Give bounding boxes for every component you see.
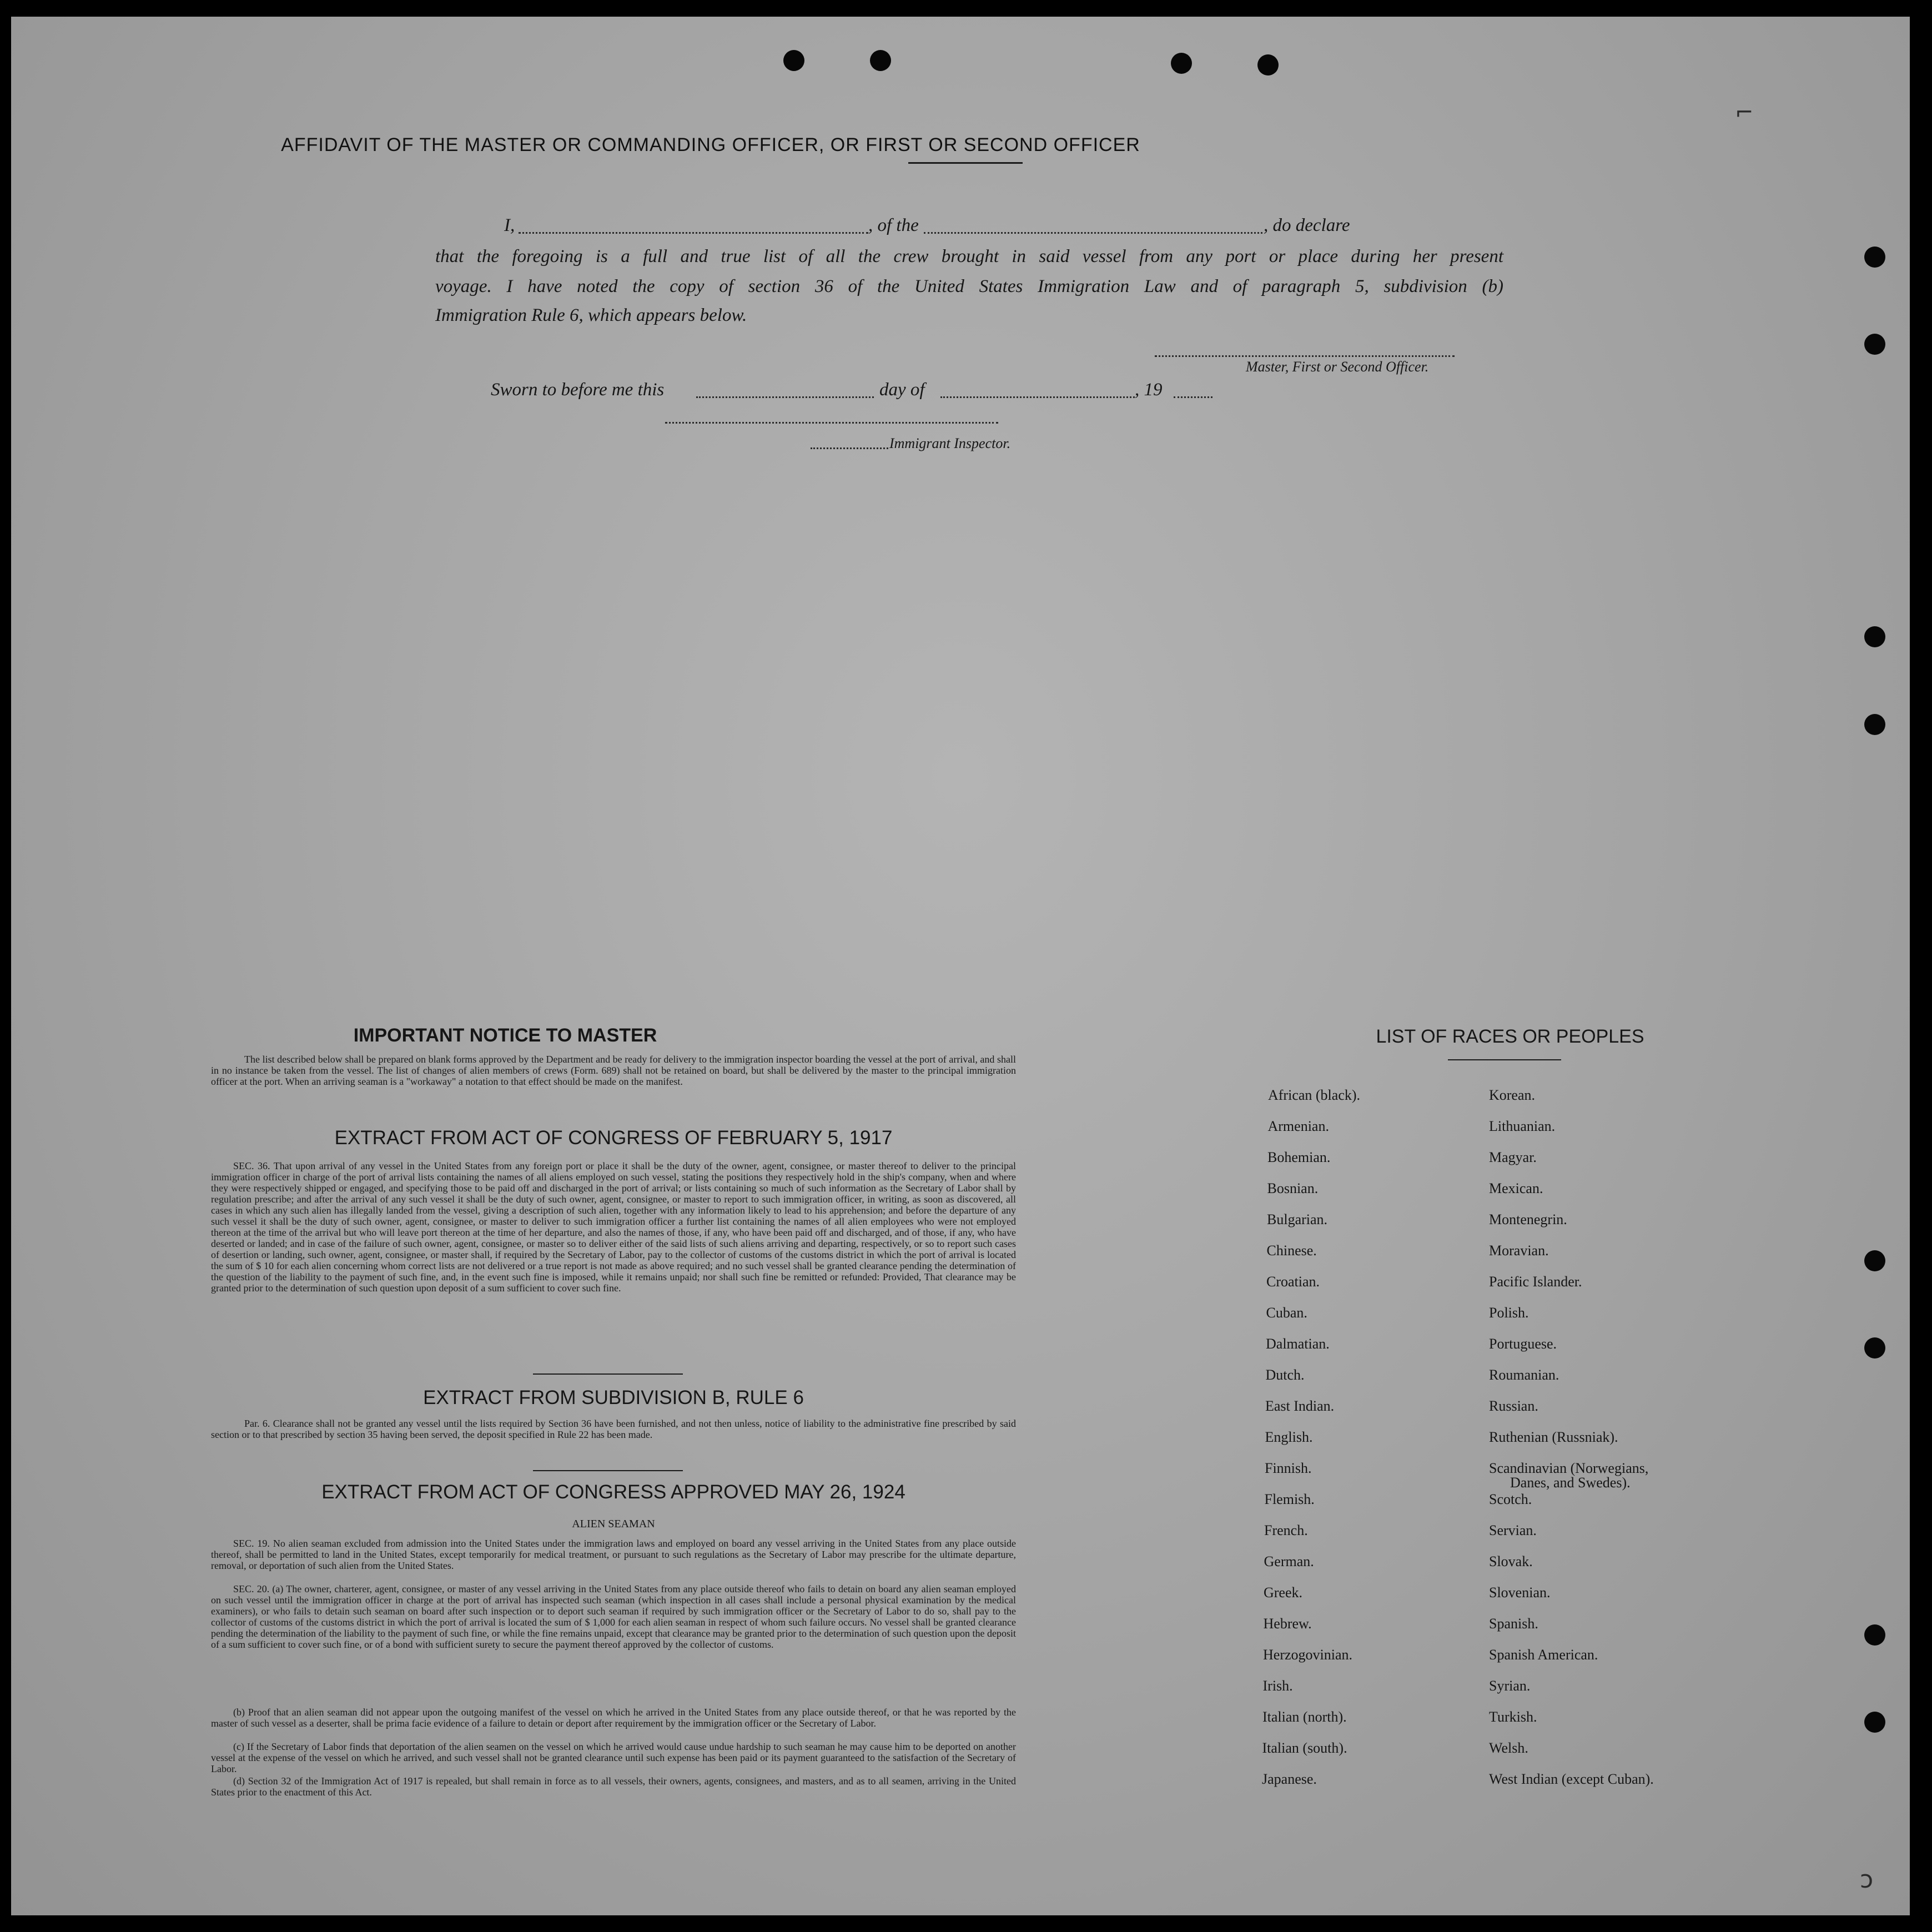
- pencil-mark: ɔ: [1860, 1865, 1874, 1894]
- race-item: Moravian.: [1489, 1242, 1549, 1259]
- punch-hole: [1864, 1624, 1885, 1646]
- year-label: , 19: [1135, 380, 1163, 400]
- race-item: Welsh.: [1489, 1740, 1528, 1756]
- race-item: Irish.: [1262, 1678, 1293, 1694]
- punch-hole: [1864, 626, 1885, 647]
- race-item: Italian (north).: [1262, 1709, 1347, 1725]
- race-item: Japanese.: [1262, 1771, 1317, 1787]
- section-divider: [533, 1470, 683, 1471]
- section-divider: [533, 1373, 683, 1375]
- pencil-mark: ⌐: [1735, 100, 1754, 125]
- races-title: LIST OF RACES OR PEOPLES: [1376, 1026, 1644, 1047]
- sec-20d-text: (d) Section 32 of the Immigration Act of 1917 is repealed, but shall remain in force as to all vessels, their owners, agents, consignees, and masters, and as to all seamen, arriving in the United States prior to the enactment of this Act.: [211, 1775, 1016, 1798]
- race-item: Herzogovinian.: [1263, 1647, 1353, 1663]
- race-item: Lithuanian.: [1489, 1118, 1556, 1134]
- extract-1917-title: EXTRACT FROM ACT OF CONGRESS OF FEBRUARY 5, 1917: [334, 1127, 893, 1149]
- race-item: Magyar.: [1489, 1149, 1537, 1165]
- affidavit-title: AFFIDAVIT OF THE MASTER OR COMMANDING OFFICER, OR FIRST OR SECOND OFFICER: [281, 134, 1140, 155]
- master-signature-label: Master, First or Second Officer.: [1246, 359, 1429, 375]
- race-item: Flemish.: [1264, 1491, 1315, 1507]
- race-item: Montenegrin.: [1489, 1211, 1567, 1227]
- race-item: African (black).: [1268, 1087, 1361, 1103]
- punch-hole: [1257, 54, 1279, 76]
- extract-1917-text: SEC. 36. That upon arrival of any vessel in the United States from any foreign port or place it shall be the duty of the owner, agent, consignee, or master thereof to deliver to the principal immigration officer in charge of the port of arrival lists containing the names of all aliens employed on such vessel, stating the positions they respectively hold in the ship's company, when and where they were respectively shipped or engaged, and specifying those to be paid off and discharged in the port of arrival; or lists containing so much of such information as the Secretary of Labor shall by regulation prescribe; and after the arrival of any such vessel it shall be the duty of such owner, agent, consignee, or master to report to such immigration officer, in writing, as soon as discovered, all cases in which any such alien has illegally landed from the vessel, giving a description of such alien, together with any information likely to lead to his apprehension; and before the departure of any such vessel it shall be the duty of such owner, agent, consignee, or master to deliver to such immigration officer a further list containing the names of all alien employees who were not employed thereon at the time of the arrival but who will leave port thereon at the time of her departure, and also the names of those, if any, who have been paid off and discharged, and of those, if any, who have deserted or landed; and in case of the failure of such owner, agent, consignee, or master so to deliver either of the said lists of such aliens arriving and departing, respectively, or so to report such cases of desertion or landing, such owner, agent, consignee, or master shall, if required by the Secretary of Labor, pay to the collector of customs of the customs district in which the port of arrival is located the sum of $ 10 for each alien concerning whom correct lists are not delivered or a true report is not made as above required; and no such vessel shall be granted clearance pending the determination of the question of the liability to the payment of such fine, and, in the event such fine is imposed, while it remains unpaid; nor shall such fine be remitted or refunded: Provided, That clearance may be granted prior to the determination of such question upon deposit of a sum sufficient to cover such fine.: [211, 1160, 1016, 1294]
- punch-hole: [783, 50, 804, 71]
- punch-hole: [1864, 1712, 1885, 1733]
- day-of-label: day of: [879, 380, 925, 400]
- inspector-label: Immigrant Inspector.: [889, 435, 1011, 451]
- sec-20a-text: SEC. 20. (a) The owner, charterer, agent, consignee, or master of any vessel arriving in the United States from any place outside thereof who fails to detain on board any alien seaman employed on such vessel until the immigration officer in charge at the port of arrival has inspected such seaman (which inspection in all cases shall include a personal physical examination by the medical examiners), or who fails to detain such seaman on board after such inspection or to deport such seaman if required by such immigration officer or the Secretary of Labor to do so, shall pay to the collector of customs of the customs district in which the port of arrival is located the sum of $ 1,000 for each alien seaman in respect of whom such failure occurs. No vessel shall be granted clearance pending the determination of the liability to the payment of such fine, or while the fine remains unpaid, except that clearance may be granted prior to the determination of such question upon the deposit of a sum sufficient to cover such fine, or of a bond with sufficient surety to secure the payment thereof approved by the collector of customs.: [211, 1583, 1016, 1650]
- race-item: Spanish American.: [1489, 1647, 1598, 1663]
- race-item: Roumanian.: [1489, 1367, 1559, 1383]
- race-item: Dalmatian.: [1266, 1336, 1330, 1352]
- document-page: [11, 17, 1910, 1915]
- extract-1924-title: EXTRACT FROM ACT OF CONGRESS APPROVED MAY 26, 1924: [321, 1481, 905, 1503]
- race-item: Scandinavian (Norwegians,: [1489, 1460, 1649, 1476]
- rule-6-title: EXTRACT FROM SUBDIVISION B, RULE 6: [423, 1387, 804, 1408]
- race-item: East Indian.: [1265, 1398, 1335, 1414]
- race-item: Croatian.: [1266, 1274, 1320, 1290]
- race-item: Portuguese.: [1489, 1336, 1557, 1352]
- race-item: West Indian (except Cuban).: [1489, 1771, 1654, 1787]
- sec-19-text: SEC. 19. No alien seaman excluded from admission into the United States under the immigration laws and employed on board any vessel arriving in the United States from any place outside thereof, shall be permitted to land in the United States, except temporarily for medical treatment, or pursuant to such regulations as the Secretary of Labor may prescribe for the ultimate departure, removal, or deportation of such alien from the United States.: [211, 1538, 1016, 1571]
- punch-hole: [870, 50, 891, 71]
- race-item: Spanish.: [1489, 1616, 1538, 1632]
- race-item: Servian.: [1489, 1522, 1537, 1538]
- race-item: English.: [1265, 1429, 1313, 1445]
- sworn-day-field[interactable]: [696, 396, 874, 398]
- race-item: Armenian.: [1267, 1118, 1329, 1134]
- race-item: Mexican.: [1489, 1180, 1543, 1196]
- race-item: Slovak.: [1489, 1553, 1533, 1569]
- race-item: Scotch.: [1489, 1491, 1532, 1507]
- sworn-year-field[interactable]: [1174, 396, 1212, 398]
- declaration-line-1: [435, 215, 1503, 238]
- officer-name-field[interactable]: [519, 232, 868, 234]
- declaration-of-the: , of the: [868, 215, 919, 235]
- race-item: Finnish.: [1265, 1460, 1312, 1476]
- race-item: French.: [1264, 1522, 1308, 1538]
- declaration-line-3: voyage. I have noted the copy of section 36 of the United States Immigration Law and of paragraph 5, subdivision (b): [435, 276, 1503, 296]
- title-divider: [908, 162, 1023, 164]
- race-item: Bulgarian.: [1267, 1211, 1328, 1227]
- notice-text: The list described below shall be prepared on blank forms approved by the Department and be ready for delivery to the immigration inspector boarding the vessel at the port of arrival, and shall in no instance be taken from the vessel. The list of changes of alien members of crews (Form. 689) shall not be retained on board, but shall be delivered by the master to the principal immigration officer at the port. When an arriving seaman is a "workaway" a notation to that effect should be made on the manifest.: [211, 1054, 1016, 1087]
- punch-hole: [1171, 53, 1192, 74]
- race-item: Bosnian.: [1267, 1180, 1319, 1196]
- race-item: Greek.: [1264, 1584, 1303, 1601]
- race-item: Danes, and Swedes).: [1510, 1475, 1631, 1491]
- declaration-line-4: Immigration Rule 6, which appears below.: [435, 305, 747, 325]
- notice-title: IMPORTANT NOTICE TO MASTER: [353, 1025, 657, 1046]
- race-item: Korean.: [1489, 1087, 1536, 1103]
- race-item: Turkish.: [1489, 1709, 1537, 1725]
- punch-hole: [1864, 246, 1885, 268]
- race-item: Syrian.: [1489, 1678, 1531, 1694]
- sworn-label: Sworn to before me this: [491, 380, 665, 400]
- punch-hole: [1864, 714, 1885, 735]
- alien-seaman-subtitle: ALIEN SEAMAN: [572, 1518, 655, 1530]
- race-item: Russian.: [1489, 1398, 1538, 1414]
- vessel-name-field[interactable]: [924, 232, 1262, 234]
- sec-20c-text: (c) If the Secretary of Labor finds that deportation of the alien seamen on the vessel on which he arrived would cause undue hardship to such seaman he may cause him to be deported on another vessel at the expense of the vessel on which he arrived, and such vessel shall not be granted clearance until such expense has been paid or its payment guaranteed to the satisfaction of the Secretary of Labor.: [211, 1741, 1016, 1774]
- punch-hole: [1864, 1250, 1885, 1271]
- race-item: Bohemian.: [1267, 1149, 1331, 1165]
- declaration-line-2: that the foregoing is a full and true list of all the crew brought in said vessel from any port or place during her present: [435, 246, 1503, 266]
- sec-20b-text: (b) Proof that an alien seaman did not appear upon the outgoing manifest of the vessel on which he arrived in the United States from any place outside thereof, or that he was reported by the master of such vessel as a deserter, shall be prima facie evidence of a failure to detain or deport after requirement by the immigration officer or the Secretary of Labor.: [211, 1707, 1016, 1729]
- race-item: Polish.: [1489, 1305, 1529, 1321]
- punch-hole: [1864, 334, 1885, 355]
- race-item: Cuban.: [1266, 1305, 1307, 1321]
- master-signature-field[interactable]: [1155, 355, 1455, 357]
- race-item: Chinese.: [1266, 1242, 1317, 1259]
- race-item: Pacific Islander.: [1489, 1274, 1582, 1290]
- declaration-do-declare: , do declare: [1264, 215, 1350, 235]
- inspector-signature-lead: [811, 447, 888, 449]
- race-item: Dutch.: [1265, 1367, 1305, 1383]
- race-item: Italian (south).: [1262, 1740, 1347, 1756]
- rule-6-text: Par. 6. Clearance shall not be granted any vessel until the lists required by Section 36 have been furnished, and not then unless, notice of liability to the administrative fine prescribed by said section or to that prescribed by section 35 having been served, the deposit specified in Rule 22 has been made.: [211, 1418, 1016, 1440]
- punch-hole: [1864, 1337, 1885, 1359]
- sworn-line: [491, 380, 1212, 402]
- race-item: Ruthenian (Russniak).: [1489, 1429, 1618, 1445]
- declaration-i: I,: [504, 215, 515, 235]
- race-item: Hebrew.: [1263, 1616, 1312, 1632]
- race-item: Slovenian.: [1489, 1584, 1551, 1601]
- inspector-signature-field[interactable]: [665, 422, 998, 424]
- race-item: German.: [1264, 1553, 1314, 1569]
- sworn-month-field[interactable]: [940, 396, 1135, 398]
- races-title-divider: [1448, 1059, 1561, 1060]
